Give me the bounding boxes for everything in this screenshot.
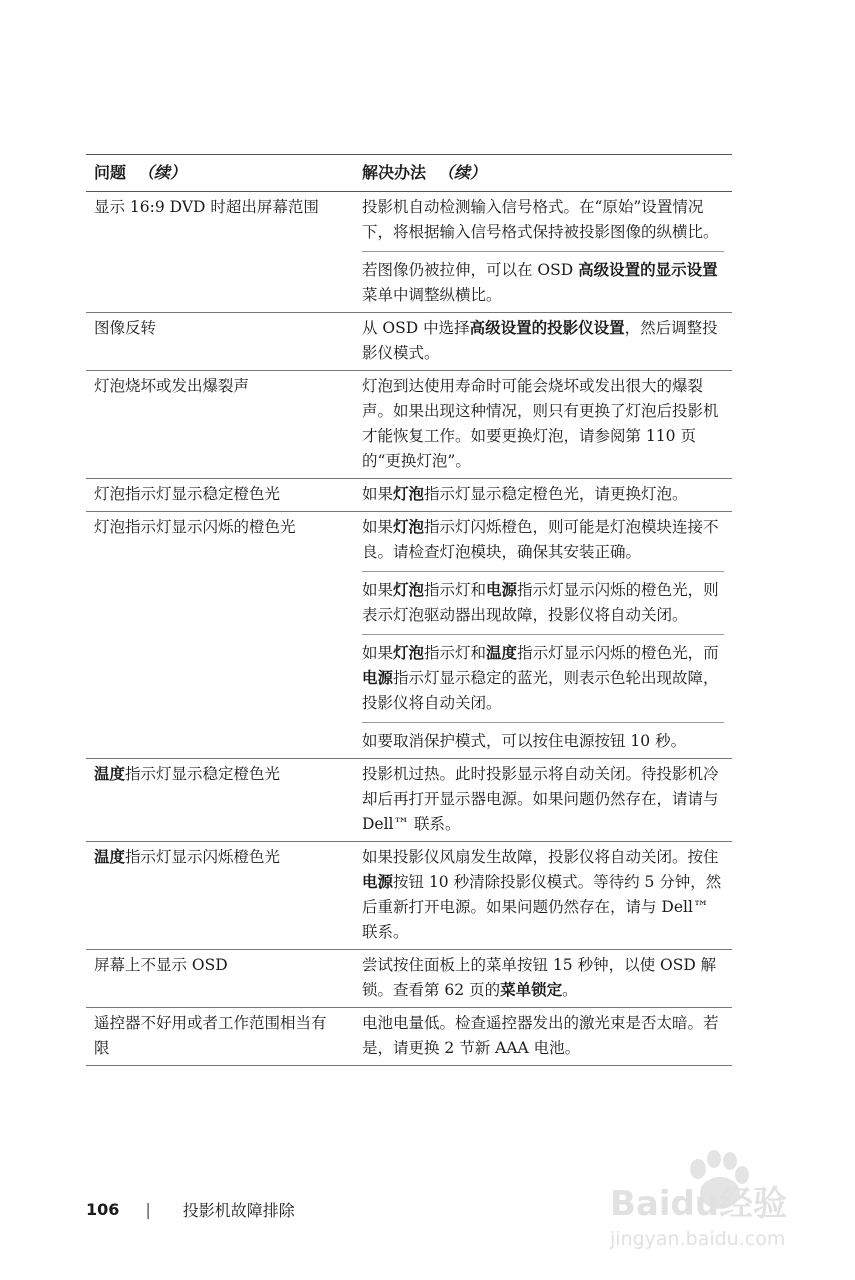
problem-cell	[86, 479, 348, 512]
table-row	[86, 842, 732, 950]
solution-paragraph	[362, 722, 724, 754]
emphasis-text: 电源	[362, 873, 394, 891]
problem-cell	[86, 371, 348, 479]
solution-paragraph	[362, 1011, 724, 1061]
table-row	[86, 512, 732, 759]
solution-column-header	[348, 155, 732, 192]
table-row	[86, 192, 732, 313]
emphasis-text: 高级设置的投影仪设置	[469, 319, 625, 337]
problem-text	[94, 1011, 340, 1061]
emphasis-text: 温度	[94, 765, 126, 783]
body-text: 。	[562, 981, 578, 999]
solution-cell	[348, 512, 732, 759]
problem-column-header	[86, 155, 348, 192]
solution-paragraph	[362, 251, 724, 308]
problem-text	[94, 374, 340, 399]
solution-cell	[348, 371, 732, 479]
problem-text	[94, 845, 340, 870]
problem-text	[94, 316, 340, 341]
solution-paragraph	[362, 515, 724, 565]
solution-paragraph	[362, 953, 724, 1003]
problem-header-label: 问题	[94, 163, 127, 182]
solution-paragraph	[362, 374, 724, 474]
page-number: 106	[86, 1200, 120, 1219]
section-title: 投影机故障排除	[182, 1201, 295, 1220]
body-text: 指示灯显示闪烁橙色光	[125, 848, 281, 866]
body-text: 按钮 10 秒清除投影仪模式。等待约 5 分钟，然后重新打开电源。如果问题仍然存在，请与 Dell™ 联系。	[362, 873, 722, 941]
problem-text	[94, 482, 340, 507]
problem-cell	[86, 512, 348, 759]
solution-cell	[348, 950, 732, 1008]
body-text: 从 OSD 中选择	[362, 319, 470, 337]
solution-header-continued: （续）	[438, 163, 487, 182]
solution-paragraph	[362, 195, 724, 245]
body-text: 指示灯和	[424, 581, 487, 599]
table-row	[86, 313, 732, 371]
solution-cell	[348, 192, 732, 313]
emphasis-text: 高级设置的显示设置	[578, 261, 718, 279]
body-text: 如果	[362, 644, 394, 662]
watermark-brand: Baidu经验	[610, 1184, 788, 1224]
table-header	[86, 155, 732, 192]
body-text: 指示灯闪烁橙色，则可能是灯泡模块连接不良。请检查灯泡模块，确保其安装正确。	[362, 518, 719, 561]
table-body	[86, 192, 732, 1066]
troubleshooting-table	[86, 154, 732, 1066]
problem-cell	[86, 759, 348, 842]
body-text: 显示 16:9 DVD 时超出屏幕范围	[94, 198, 319, 216]
table-row	[86, 950, 732, 1008]
table-row	[86, 759, 732, 842]
body-text: 如要取消保护模式，可以按住电源按钮 10 秒。	[362, 732, 687, 750]
emphasis-text: 灯泡	[393, 581, 425, 599]
body-text: 如果	[362, 485, 394, 503]
body-text: 灯泡烧坏或发出爆裂声	[94, 377, 250, 395]
problem-text	[94, 762, 340, 787]
solution-cell	[348, 1008, 732, 1066]
emphasis-text: 电源	[362, 669, 394, 687]
page-footer	[86, 1198, 295, 1221]
body-text: 如果	[362, 518, 394, 536]
body-text: 灯泡指示灯显示闪烁的橙色光	[94, 518, 296, 536]
body-text: 屏幕上不显示 OSD	[94, 956, 228, 974]
problem-text	[94, 195, 340, 220]
table-row	[86, 479, 732, 512]
body-text: 如果投影仪风扇发生故障，投影仪将自动关闭。按住	[362, 848, 719, 866]
body-text: 指示灯显示闪烁的橙色光，则表示灯泡驱动器出现故障，投影仪将自动关闭。	[362, 581, 719, 624]
solution-cell	[348, 842, 732, 950]
body-text: 遥控器不好用或者工作范围相当有限	[94, 1014, 327, 1057]
emphasis-text: 温度	[486, 644, 518, 662]
solution-cell	[348, 313, 732, 371]
problem-cell	[86, 313, 348, 371]
emphasis-text: 灯泡	[393, 518, 425, 536]
table-row	[86, 1008, 732, 1066]
solution-paragraph	[362, 762, 724, 837]
problem-cell	[86, 842, 348, 950]
emphasis-text: 灯泡	[393, 644, 425, 662]
body-text: 投影机自动检测输入信号格式。在“原始”设置情况下，将根据输入信号格式保持被投影图像的纵横比。	[362, 198, 719, 241]
body-text: 指示灯显示稳定橙色光	[125, 765, 281, 783]
body-text: 指示灯显示稳定的蓝光，则表示色轮出现故障，投影仪将自动关闭。	[362, 669, 719, 712]
body-text: 投影机过热。此时投影显示将自动关闭。待投影机冷却后再打开显示器电源。如果问题仍然存在，请请与 Dell™ 联系。	[362, 765, 719, 833]
problem-header-continued: （续）	[138, 163, 187, 182]
problem-cell	[86, 1008, 348, 1066]
problem-cell	[86, 950, 348, 1008]
body-text: ，然后调整投影仪模式。	[362, 319, 718, 362]
body-text: 电池电量低。检查遥控器发出的激光束是否太暗。若是，请更换 2 节新 AAA 电池。	[362, 1014, 719, 1057]
body-text: 灯泡指示灯显示稳定橙色光	[94, 485, 281, 503]
body-text: 菜单中调整纵横比。	[362, 286, 502, 304]
emphasis-text: 菜单锁定	[500, 981, 563, 999]
solution-paragraph	[362, 571, 724, 628]
baidu-watermark	[600, 1145, 830, 1255]
body-text: 如果	[362, 581, 394, 599]
solution-paragraph	[362, 845, 724, 945]
watermark-url: jingyan.baidu.com	[610, 1228, 786, 1250]
body-text: 指示灯显示稳定橙色光，请更换灯泡。	[424, 485, 688, 503]
table-row	[86, 371, 732, 479]
solution-cell	[348, 759, 732, 842]
body-text: 若图像仍被拉伸，可以在 OSD	[362, 261, 579, 279]
emphasis-text: 温度	[94, 848, 126, 866]
problem-text	[94, 515, 340, 540]
footer-separator: |	[145, 1200, 151, 1219]
solution-paragraph	[362, 316, 724, 366]
emphasis-text: 电源	[486, 581, 518, 599]
body-text: 图像反转	[94, 319, 157, 337]
emphasis-text: 灯泡	[393, 485, 425, 503]
solution-paragraph	[362, 482, 724, 507]
body-text: 灯泡到达使用寿命时可能会烧坏或发出很大的爆裂声。如果出现这种情况，则只有更换了灯泡后投影机才能恢复工作。如要更换灯泡，请参阅第 110 页的“更换灯泡”。	[362, 377, 719, 470]
problem-cell	[86, 192, 348, 313]
solution-paragraph	[362, 634, 724, 716]
problem-text	[94, 953, 340, 978]
solution-header-label: 解决办法	[362, 163, 427, 182]
body-text: 尝试按住面板上的菜单按钮 15 秒钟，以使 OSD 解锁。查看第 62 页的	[362, 956, 717, 999]
solution-cell	[348, 479, 732, 512]
body-text: 指示灯显示闪烁的橙色光，而	[517, 644, 719, 662]
body-text: 指示灯和	[424, 644, 487, 662]
